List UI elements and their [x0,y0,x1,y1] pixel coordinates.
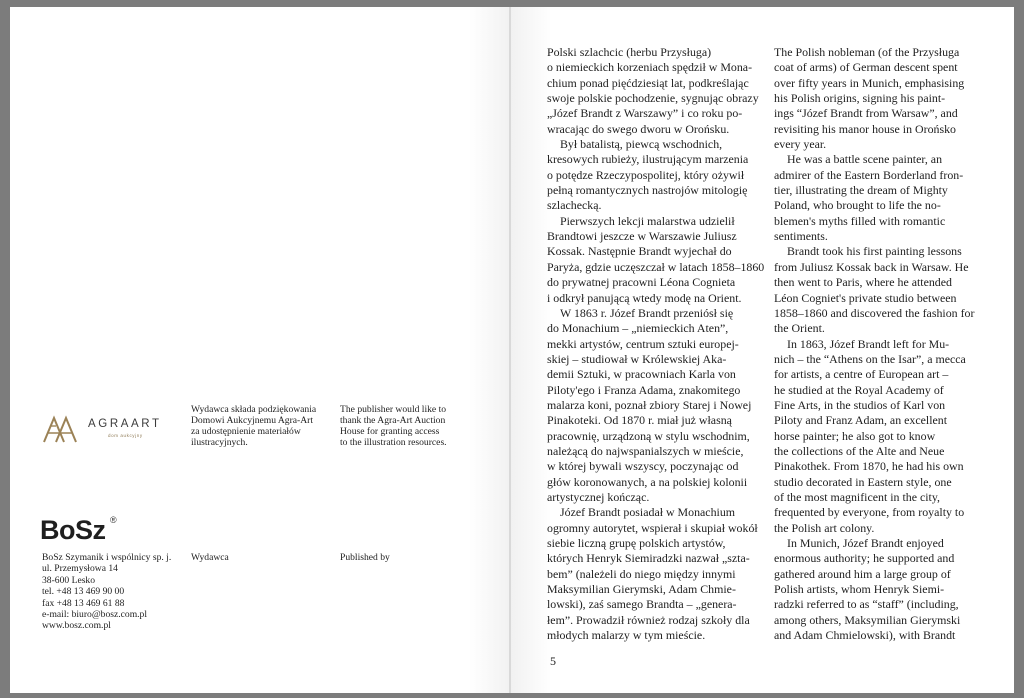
text-line: bem” (należeli do niego między innymi [547,566,736,581]
text-line: artystycznej kończąc. [547,489,650,504]
text-line: skiej – studiował w Królewskiej Aka- [547,351,727,366]
text-line: The publisher would like to [340,404,447,415]
agraart-logo-tagline: dom aukcyjny [108,433,143,438]
acknowledgement-pl [191,404,316,448]
text-line: to the illustration resources. [340,437,447,448]
text-line: 38-600 Lesko [42,574,96,586]
agraart-logo-text: AGRAART [88,418,162,430]
text-line: za udostępnienie materiałów [191,426,301,437]
text-line: wracając do swego dworu w Orońsku. [547,121,730,136]
text-line: do prywatnej pracowni Léona Cognieta [547,275,736,290]
text-line: Polish artists, whom Henryk Siemi- [774,582,945,597]
text-line: coat of arms) of German descent spent [774,60,958,75]
text-line: ul. Przemysłowa 14 [42,563,118,575]
text-line: he studied at the Royal Academy of [774,382,944,397]
registered-mark: ® [110,515,117,525]
text-line: pełną romantycznych nastrojów mitologię [547,183,748,198]
text-line: kresowych rubieży, ilustrującym marzenia [547,152,749,167]
text-line: He was a battle scene painter, an [787,152,943,167]
polish-text-column [547,45,764,643]
text-line: of the most magnificent in the city, [774,489,940,504]
text-line: ogromny autorytet, wspierał i skupiał wokół [547,520,758,535]
text-line: siebie liczną grupę polskich artystów, [547,536,726,550]
text-line: Domowi Aukcyjnemu Agra-Art [191,415,314,426]
publisher-label-pl: Wydawca [191,552,229,563]
text-line: In Munich, Józef Brandt enjoyed [787,536,944,550]
text-line: swoje polskie pochodzenie, sygnując obrazy [547,91,759,106]
text-line: Maksymilian Gierymski, Adam Chmie- [547,582,736,597]
text-line: blemen's myths filled with romantic [774,213,946,228]
text-line: głów koronowanych, a na polskiej kolonii [547,474,748,489]
text-line: pracownię, urządzoną w stylu wschodnim, [547,428,750,443]
text-line: Brandt took his first painting lessons [787,244,962,259]
text-line: nich – the “Athens on the Isar”, a mecca [774,351,966,366]
text-line: Poland, who brought to life the no- [774,198,941,213]
text-line: do Monachium – „niemieckich Aten”, [547,321,729,336]
text-line: every year. [774,137,827,152]
text-line: Paryża, gdzie uczęszczał w latach 1858–1860 [547,259,765,274]
text-line: Piloty and Franz Adam, an excellent [774,413,948,428]
text-line: enormous authority; he supported and [774,551,955,566]
text-line: over fifty years in Munich, emphasising [774,75,965,90]
publisher-label-en: Published by [340,552,390,563]
text-line: łem”. Prowadził również rodzaj szkoły dla [547,612,750,627]
text-line: House for granting access [340,426,440,437]
bosz-logo: BoSz [40,515,106,545]
text-line: Piloty'ego i Franza Adama, znakomitego [547,382,741,397]
text-line: the Polish art colony. [774,520,875,535]
text-line: e-mail: biuro@bosz.com.pl [42,609,148,621]
text-line: then went to Paris, where he attended [774,275,952,290]
text-line: The Polish nobleman (of the Przysługa [774,45,960,59]
text-line: Brandtowi jeszcze w Warszawie Juliusz [547,229,737,244]
text-line: In 1863, Józef Brandt left for Mu- [787,336,950,351]
text-line: których Henryk Siemiradzki nazwał „szta- [547,551,750,566]
text-line: his Polish origins, signing his paint- [774,91,946,106]
text-line: lowski), zaś samego Brandta – „genera- [547,597,737,612]
text-line: w której bywali wszyscy, poczynając od [547,459,739,474]
text-line: mekki artystów, centrum sztuki europej- [547,336,739,351]
text-line: Polski szlachcic (herbu Przysługa) [547,45,712,59]
text-line: www.bosz.com.pl [42,620,111,632]
text-line: ings “Józef Brandt from Warsaw”, and [774,106,958,121]
text-line: chium ponad pięćdziesiąt lat, podkreślając [547,75,749,90]
text-line: frequented by everyone, from royalty to [774,505,965,520]
text-line: Wydawca składa podziękowania [191,404,317,415]
text-line: studio decorated in Eastern style, one [774,474,952,489]
text-line: Pinakothek. From 1870, he had his own [774,459,964,474]
text-line: młodych malarzy w tym mieście. [547,628,706,643]
publisher-address [42,552,171,632]
text-line: Pierwszych lekcji malarstwa udzielił [560,213,735,228]
text-line: W 1863 r. Józef Brandt przeniósł się [560,305,734,320]
text-line: the collections of the Alte and Neue [774,443,945,458]
text-line: szlachecką. [547,198,602,213]
right-page [511,7,1014,693]
text-line: thank the Agra-Art Auction [340,415,446,426]
text-line: i odkrył panującą wtedy modę na Orient. [547,290,742,305]
text-line: Józef Brandt posiadał w Monachium [560,505,736,520]
text-line: horse painter; he also got to know [774,428,936,443]
text-line: Był batalistą, piewcą wschodnich, [560,137,723,152]
text-line: the Orient. [774,321,825,336]
text-line: Pinakoteki. Od 1870 r. miał już własną [547,413,732,428]
text-line: sentiments. [774,229,828,244]
text-line: radzki referred to as “staff” (including, [774,597,959,612]
text-line: Léon Cogniet's private studio between [774,290,957,305]
text-line: and Adam Chmielowski), with Brandt [774,628,956,643]
agraart-logo-icon [42,414,82,444]
agraart-logo [42,414,172,446]
text-line: BoSz Szymanik i wspólnicy sp. j. [42,552,172,563]
text-line: revisiting his manor house in Orońsko [774,121,956,136]
text-line: among others, Maksymilian Gierymski [774,612,961,627]
english-text-column [774,45,974,643]
left-page [10,7,509,693]
text-line: fax +48 13 469 61 88 [42,597,125,609]
text-line: admirer of the Eastern Borderland fron- [774,167,964,182]
text-line: ilustracyjnych. [191,437,248,448]
text-line: gathered around him a large group of [774,566,951,581]
text-line: „Józef Brandt z Warszawy” i co roku po- [547,106,743,121]
text-line: Kossak. Następnie Brandt wyjechał do [547,244,732,259]
text-line: from Juliusz Kossak back in Warsaw. He [774,259,969,274]
text-line: tel. +48 13 469 90 00 [42,586,125,598]
text-line: for artists, a centre of European art – [774,367,949,382]
text-line: należącą do najwspanialszych w mieście, [547,443,744,458]
acknowledgement-en [340,404,447,448]
page-number: 5 [550,654,556,668]
text-line: o niemieckich korzeniach spędził w Mona- [547,60,753,75]
text-line: tier, illustrating the dream of Mighty [774,183,948,198]
text-line: malarza koni, poznał zbiory Starej i Nowej [547,397,752,412]
text-line: o potędze Rzeczypospolitej, który ożywił [547,167,745,182]
text-line: Fine Arts, in the studios of Karl von [774,397,946,412]
text-line: demii Sztuki, w pracowniach Karla von [547,367,736,382]
text-line: 1858–1860 and discovered the fashion for [774,305,975,320]
